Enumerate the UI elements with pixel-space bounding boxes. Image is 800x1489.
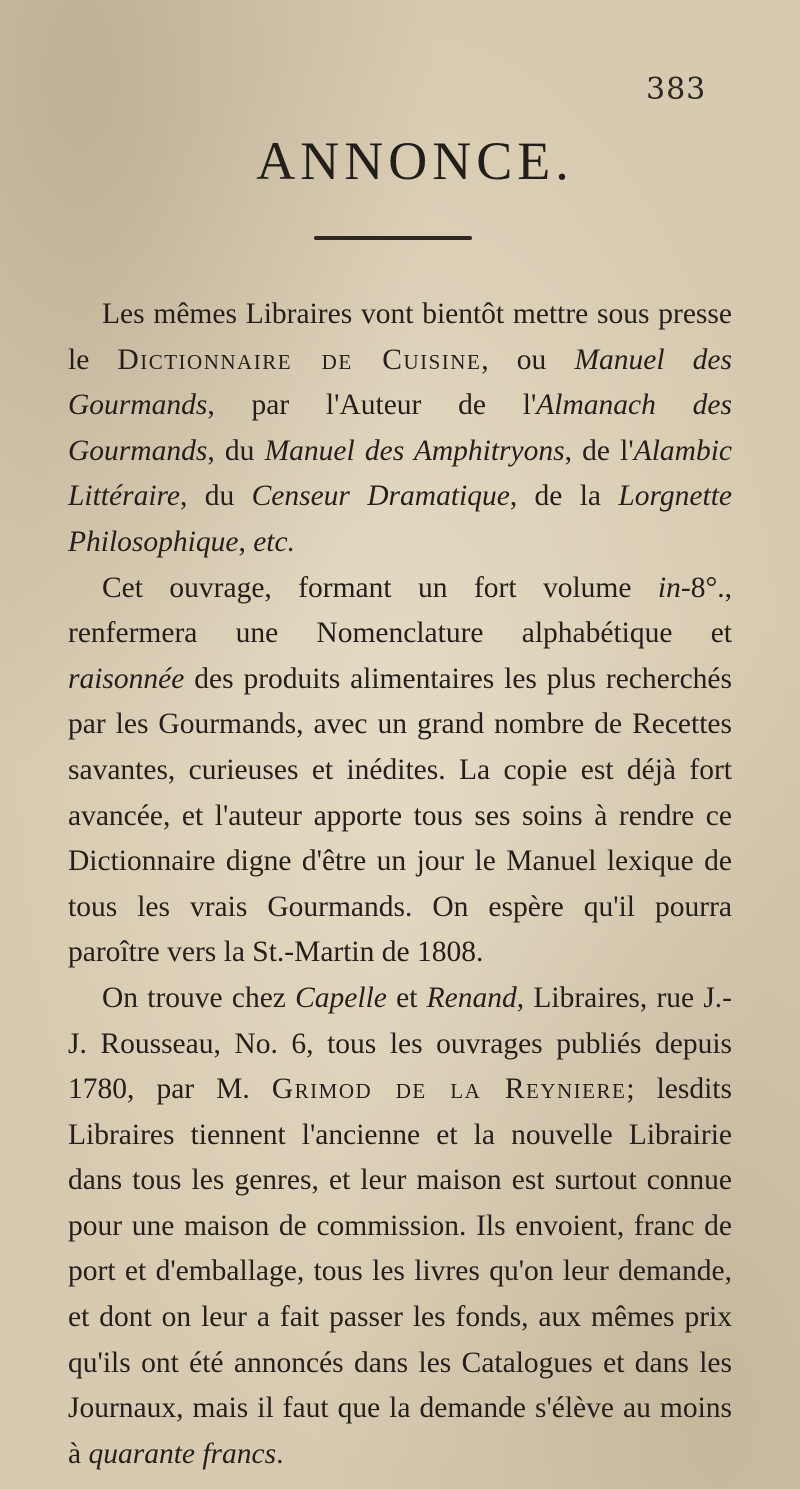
paragraph-1 <box>68 292 732 566</box>
announcement-body <box>68 292 732 1477</box>
text-run: , de la <box>509 480 619 513</box>
italic-text: Manuel des Amphitryons <box>264 434 565 467</box>
text-run: des produits alimentaires les plus recherchés par les Gourmands, avec un grand nombre de Recettes savantes, curieuses et inédites. La copie est déjà fort avancée, et l'auteur apporte tous ses soins à rendre ce Dictionnaire digne d'être un jour le Manuel lexique de tous les vrais Gourmands. On espère qu'il pourra paroître vers la St.-Martin de 1808. <box>68 662 732 969</box>
page-heading: ANNONCE. <box>256 131 574 191</box>
text-run: -8°., renfermera une Nomenclature alphabétique et <box>68 571 732 650</box>
italic-text: Manuel des Gourmands <box>68 343 733 422</box>
text-run: , de l' <box>564 434 634 467</box>
text-run: , ou <box>481 343 575 376</box>
text-run: On trouve chez <box>102 981 296 1014</box>
paragraph-3 <box>68 976 732 1478</box>
italic-text: Censeur Dramatique <box>251 480 510 513</box>
italic-text: Almanach des Gourmands <box>68 389 732 467</box>
text-run: Les mêmes Libraires vont bientôt mettre sous presse le <box>68 298 732 376</box>
italic-text: Alambic Littéraire <box>68 434 732 513</box>
text-run: , du <box>180 480 252 513</box>
italic-text: raisonnée <box>68 662 185 695</box>
italic-text: etc. <box>253 525 295 558</box>
heading-rule <box>314 236 472 240</box>
italic-text: Capelle <box>295 981 387 1014</box>
small-caps-text: Dictionnaire de Cuisine <box>117 343 482 376</box>
paragraph-2 <box>68 566 732 976</box>
italic-text: quarante francs <box>88 1437 277 1470</box>
text-run: Cet ouvrage, formant un fort volume <box>102 571 658 604</box>
italic-text: in <box>657 571 681 604</box>
text-run: , <box>238 525 254 558</box>
text-run: , Libraires, rue J.-J. Rousseau, No. 6, tous les ouvrages publiés depuis 1780, par M. <box>68 981 733 1106</box>
italic-text: Lorgnette Philosophique <box>68 480 733 558</box>
italic-text: Renand <box>426 981 517 1014</box>
text-run: , par l'Auteur de l' <box>207 389 537 422</box>
text-run: , du <box>207 434 265 467</box>
text-run: . <box>276 1437 284 1470</box>
small-caps-text: Grimod de la Reyniere <box>271 1073 627 1106</box>
text-run: et <box>386 981 427 1014</box>
page-number: 383 <box>646 72 707 107</box>
text-run: ; lesdits Libraires tiennent l'ancienne et la nouvelle Librairie dans tous les genres, et leur maison est surtout connue pour une maison de commission. Ils envoient, franc de port et d'emballage, tous les livres qu'on leur demande, et dont on leur a fait passer les fonds, aux mêmes prix qu'ils ont été annoncés dans les Catalogues et dans les Journaux, mais il faut que la demande s'élève au moins à <box>68 1073 732 1470</box>
